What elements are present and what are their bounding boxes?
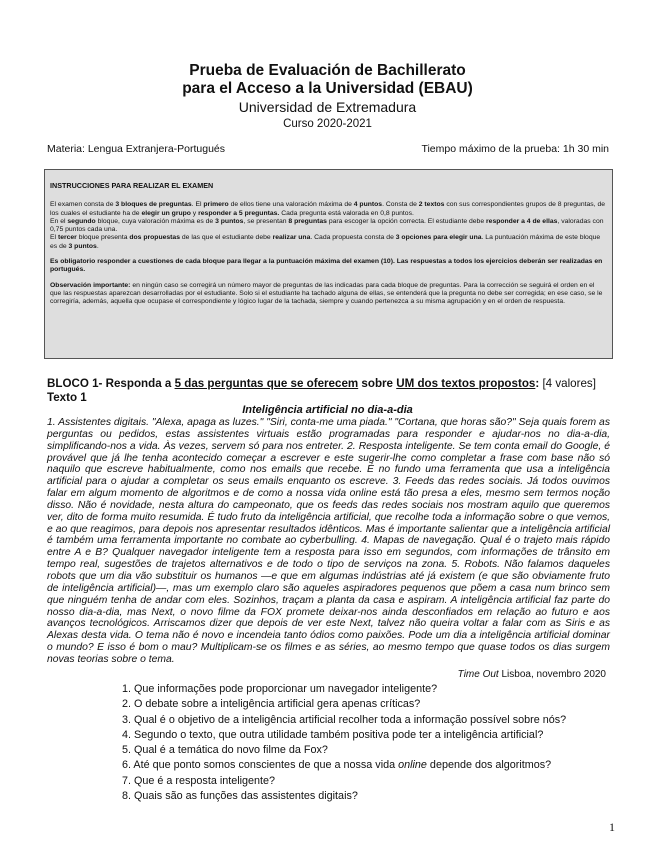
- instructions-paragraph-1: El examen consta de 3 bloques de preguntas. El primero de ellos tiene una valoración máxima de 4 puntos. Consta de 2 textos con sus correspondientes grupos de 8 preguntas, de los cuales el estudiante ha de elegir un grupo y responder a 5 preguntas. Cada pregunta está valorada en 0,8 puntos. En el segundo bloque, cuya valoración máxima es de 3 puntos, se presentan 8 preguntas para escoger la opción correcta. El estudiante debe responder a 4 de ellas, valoradas con 0,75 puntos cada una. El tercer bloque presenta dos propuestas de las que el estudiante debe realizar una. Cada propuesta consta de 3 opciones para elegir una. La puntuación máxima de este bloque es de 3 puntos.: [50, 201, 606, 250]
- question-item: 7. Que é a resposta inteligente?: [122, 774, 276, 787]
- article-source: Time Out Lisboa, novembro 2020: [457, 669, 606, 680]
- time-limit-label: Tiempo máximo de la prueba: 1h 30 min: [421, 143, 609, 155]
- bloco-1-heading: BLOCO 1- Responda a 5 das perguntas que se oferecem sobre UM dos textos propostos: [4 valores]: [47, 377, 596, 390]
- question-item: 1. Que informações pode proporcionar um navegador inteligente?: [122, 683, 438, 695]
- university-name: Universidad de Extremadura: [238, 99, 417, 115]
- exam-title-line1: Prueba de Evaluación de Bachillerato: [189, 62, 466, 79]
- text-1-label: Texto 1: [47, 391, 87, 404]
- instructions-mandatory-note: Es obligatorio responder a cuestiones de cada bloque para llegar a la puntuación máxima del examen (10). Las respuestas a todos los ejercicios deberán ser realizadas en portugués.: [50, 258, 603, 274]
- article-body: 1. Assistentes digitais. "Alexa, apaga as luzes." "Siri, conta-me uma piada." "Cortana, que horas são?" Seja quais forem as perguntas ou pedidos, estas assistentes virtuais estão programadas para responder e ajudar-nos no dia-a-dia, simplificando-nos a vida. Às vezes, servem só para nos entreter. 2. Resposta inteligente. Se tem conta email do Google, é provável que já lhe tenha acontecido começar a escrever e este sugerir-lhe como completar a frase com base não só naquilo que escreve habitualmente, como nos emails que recebe. É no fundo uma ferramenta que usa a inteligência artificial para o ajudar a completar os seus emails enquanto os escreve. 3. Feeds das redes sociais. Já todos ouvimos falar em algum momento de algoritmos e de como a nossa vida online está tão presa a eles, mesmo sem termos noção disso. Não é novidade, nesta altura do campeonato, que os feeds das redes sociais nos mostram aquilo que queremos ver, dito de forma muito resumida. É tudo fruto da inteligência artificial, que recolhe toda a informação sobre o que vemos, e ao que reagimos, para depois nos apresentar resultados idênticos. Mas é importante salientar que a inteligência artificial é também uma ferramenta importante no combate ao cyberbulling. 4. Mapas de navegação. Qual é o trajeto mais rápido entre A e B? Qualquer navegador inteligente tem a resposta para isso em segundos, com informações de trânsito em tempo real, sugestões de trajetos alternativos e de todo o tipo de serviços na zona. 5. Robots. Não falamos daqueles robots que um dia vão substituir os humanos —e que em algumas indústrias até já existem (e que são obviamente fruto de inteligência artificial)—, mas um exemplo claro são aqueles aspiradores pequenos que põem a casa num brinco sem que ninguém tenha de andar com eles. Sozinhos, traçam a planta da casa e aspiram. A inteligência artificial faz parte do nosso dia-a-dia, mas Next, o novo filme da FOX promete deixar-nos ainda desconfiados em relação ao futuro e aos avanços tecnológicos. Arriscamos dizer que depois de ver este Next, talvez não queira voltar a falar com as Siris e as Alexas desta vida. O tema não é novo e incendeia tanto ódios como paixões. Pode um dia a inteligência artificial dominar o mundo? E isso é bom o mau? Multiplicam-se os filmes e as séries, ao mesmo tempo que quase todos os dias surgem novas teorias sobre o tema.: [47, 417, 610, 665]
- page-number: 1: [609, 820, 615, 834]
- question-item: 6. Até que ponto somos conscientes de que a nossa vida online depende dos algoritmos?: [122, 759, 552, 772]
- course-year: Curso 2020-2021: [283, 118, 372, 130]
- instructions-heading: INSTRUCCIONES PARA REALIZAR EL EXAMEN: [50, 181, 214, 190]
- question-item: 2. O debate sobre a inteligência artificial gera apenas críticas?: [122, 698, 421, 711]
- instructions-important-note: Observación importante: en ningún caso se corregirá un número mayor de preguntas de las indicadas para cada bloque de preguntas. Para la corrección se seguirá el orden en el que las respuestas aparezcan desarrolladas por el estudiante. Solo si el estudiante ha tachado alguna de ellas, se entenderá que la pregunta no debe ser corregida; en ese caso, se le corregiría, además, aquella que ocupase el correspondiente y lógico lugar de la tachada, siempre y cuando pertenezca a su misma agrupación y en el orden de respuesta.: [50, 281, 603, 306]
- instructions-box: [44, 169, 613, 359]
- question-item: 4. Segundo o texto, que outra utilidade também positiva pode ter a inteligência artificial?: [122, 728, 544, 741]
- article-title: Inteligência artificial no dia-a-dia: [242, 404, 413, 416]
- question-item: 5. Qual é a temática do novo filme da Fox?: [122, 744, 328, 757]
- exam-title-line2: para el Acceso a la Universidad (EBAU): [182, 80, 473, 97]
- subject-label: Materia: Lengua Extranjera-Portugués: [47, 143, 226, 155]
- question-item: 8. Quais são as funções das assistentes digitais?: [122, 790, 358, 803]
- question-item: 3. Qual é o objetivo de a inteligência artificial recolher toda a informação possível sobre nós?: [122, 713, 567, 726]
- question-list: [122, 682, 566, 804]
